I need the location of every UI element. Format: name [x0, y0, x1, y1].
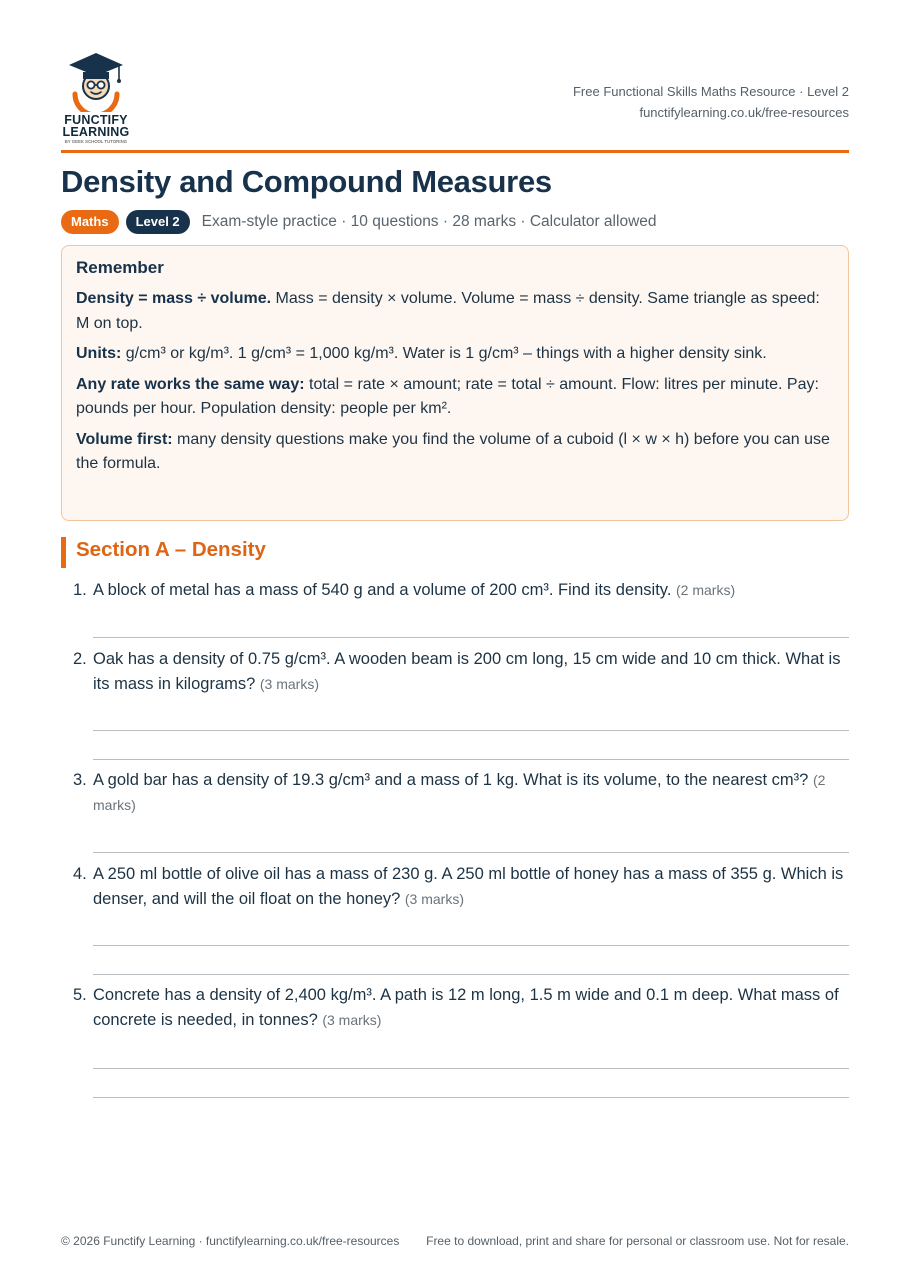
brand-name: FUNCTIFY LEARNING	[62, 113, 130, 139]
question-text: A gold bar has a density of 19.3 g/cm³ and a mass of 1 kg. What is its volume, to the nearest cm³?	[93, 771, 809, 789]
question-number: 4.	[73, 865, 87, 883]
question-1	[73, 578, 849, 603]
answer-line[interactable]	[93, 759, 849, 760]
footer-license: Free to download, print and share for personal or classroom use. Not for resale.	[426, 1234, 849, 1248]
resource-line: Free Functional Skills Maths Resource · Level 2	[572, 84, 849, 99]
question-text: Concrete has a density of 2,400 kg/m³. A path is 12 m long, 1.5 m wide and 0.1 m deep. What mass of concrete is needed, in tonnes?	[93, 986, 839, 1029]
answer-line[interactable]	[93, 637, 849, 638]
question-number: 3.	[73, 771, 87, 789]
meta-row	[61, 209, 657, 235]
question-text: A 250 ml bottle of olive oil has a mass of 230 g. A 250 ml bottle of honey has a mass of 355 g. Which is denser, and will the oil float on the honey?	[93, 865, 844, 908]
subject-badge: Maths	[61, 210, 119, 234]
remember-title: Remember	[76, 258, 164, 277]
worksheet-meta: Exam-style practice · 10 questions · 28 marks · Calculator allowed	[201, 213, 657, 230]
header-divider	[61, 150, 849, 153]
section-accent-bar	[61, 537, 66, 568]
answer-line[interactable]	[93, 974, 849, 975]
remember-item: Any rate works the same way: total = rate × amount; rate = total ÷ amount. Flow: litres per minute. Pay: pounds per hour. Population density: people per km².	[76, 375, 819, 417]
question-5	[73, 983, 849, 1033]
answer-line[interactable]	[93, 945, 849, 946]
question-marks: (2 marks)	[93, 772, 826, 813]
worksheet-page	[61, 50, 849, 1029]
question-2	[73, 647, 849, 697]
question-text: A block of metal has a mass of 540 g and a volume of 200 cm³. Find its density.	[93, 581, 672, 599]
brand-tagline: BY GEEK SCHOOL TUTORING	[64, 139, 128, 144]
brand-logo	[61, 50, 131, 146]
question-marks: (2 marks)	[676, 582, 736, 598]
question-marks: (3 marks)	[259, 676, 320, 692]
question-marks: (3 marks)	[404, 891, 465, 907]
section-title: Section A – Density	[76, 538, 266, 561]
answer-line[interactable]	[93, 852, 849, 853]
level-badge: Level 2	[126, 210, 190, 234]
question-number: 2.	[73, 650, 87, 668]
question-text: Oak has a density of 0.75 g/cm³. A wooden beam is 200 cm long, 15 cm wide and 10 cm thick. What is its mass in kilograms?	[93, 650, 841, 693]
remember-item: Volume first: many density questions make you find the volume of a cuboid (l × w × h) before you can use the formula.	[76, 430, 830, 472]
question-number: 5.	[73, 986, 87, 1004]
question-marks: (3 marks)	[322, 1012, 382, 1028]
question-3	[73, 768, 849, 818]
answer-line[interactable]	[93, 730, 849, 731]
resource-url[interactable]: functifylearning.co.uk/free-resources	[639, 105, 849, 120]
page-header	[61, 50, 849, 154]
graduation-cap-mascot-icon	[61, 50, 131, 112]
header-info	[573, 81, 849, 123]
answer-line[interactable]	[93, 1097, 849, 1098]
remember-box	[61, 245, 849, 521]
remember-item: Units: g/cm³ or kg/m³. 1 g/cm³ = 1,000 kg/m³. Water is 1 g/cm³ – things with a higher density sink.	[76, 345, 767, 362]
question-4	[73, 862, 849, 912]
remember-item: Density = mass ÷ volume. Mass = density × volume. Volume = mass ÷ density. Same triangle as speed: M on top.	[76, 290, 820, 332]
question-number: 1.	[73, 581, 87, 599]
answer-line[interactable]	[93, 1068, 849, 1069]
footer-copyright: © 2026 Functify Learning · functifylearning.co.uk/free-resources	[61, 1234, 400, 1248]
page-title: Density and Compound Measures	[61, 164, 552, 199]
